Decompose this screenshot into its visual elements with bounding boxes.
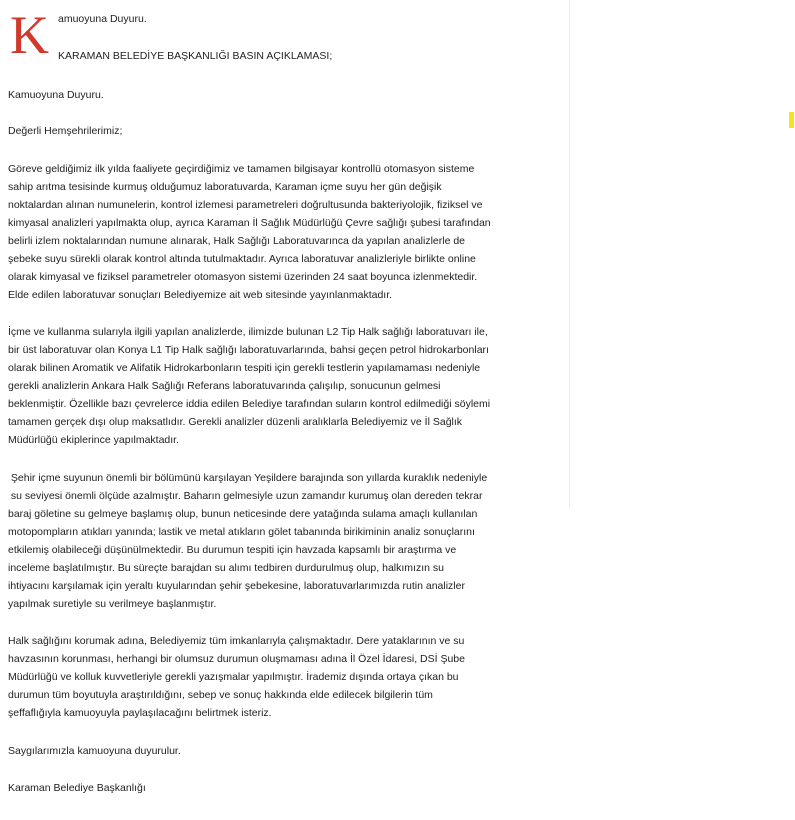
paragraph-line: motopompların atıkları yanında; lastik ve metal atıkların gölet tabanında birikiminin analiz sonuçlarını bbox=[8, 526, 475, 538]
signature: Karaman Belediye Başkanlığı bbox=[8, 782, 146, 794]
sidebar-divider bbox=[569, 0, 570, 508]
paragraph-line: belirli izlem noktalarından numune alınarak, Halk Sağlığı Laboratuvarınca da yapılan analizlerle de bbox=[8, 235, 466, 247]
notice-line: Kamuoyuna Duyuru. bbox=[8, 89, 104, 101]
scroll-indicator bbox=[789, 112, 794, 128]
paragraph-line: kimyasal analizleri yapılmakta olup, ayrıca Karaman İl Sağlık Müdürlüğü Çevre sağlığı şubesi tarafından bbox=[8, 217, 491, 229]
paragraph-line: havzasının korunması, herhangi bir olumsuz durumun oluşmaması adına İl Özel İdaresi, DSİ Şube bbox=[8, 653, 465, 665]
paragraph-line: sahip arıtma tesisinde kurmuş olduğumuz laboratuvarda, Karaman içme suyu her gün değişik bbox=[8, 181, 442, 193]
greeting-line: Değerli Hemşehrilerimiz; bbox=[8, 125, 123, 137]
paragraph-line: şebeke suyu sürekli olarak kontrol altında tutulmaktadır. Ayrıca laboratuvar analizleriyle birlikte online bbox=[8, 253, 476, 265]
paragraph-line: Göreve geldiğimiz ilk yılda faaliyete geçirdiğimiz ve tamamen bilgisayar kontrollü otomasyon sisteme bbox=[8, 163, 475, 175]
header-first-line: amuoyuna Duyuru. bbox=[58, 13, 147, 25]
paragraph-line: durumun tüm boyutuyla araştırıldığını, sebep ve sonuç hakkında elde edilecek bilgilerin tüm bbox=[8, 689, 433, 701]
paragraph-line: baraj göletine su gelmeye başlamış olup, bunun neticesinde dere yatağında sulama amaçlı kullanılan bbox=[8, 508, 478, 520]
closing-regards: Saygılarımızla kamuoyuna duyurulur. bbox=[8, 745, 181, 757]
paragraph-4 bbox=[8, 632, 563, 722]
paragraph-line: inceleme başlatılmıştır. Bu süreçte barajdan su alımı tedbiren durdurulmuş olup, halkımızın su bbox=[8, 562, 444, 574]
paragraph-line: Müdürlüğü ekiplerince yapılmaktadır. bbox=[8, 434, 180, 446]
paragraph-line: Elde edilen laboratuvar sonuçları Belediyemize ait web sitesinde yayınlanmaktadır. bbox=[8, 289, 393, 301]
article bbox=[8, 0, 563, 72]
article-header bbox=[8, 0, 563, 72]
paragraph-2 bbox=[8, 323, 563, 449]
paragraph-line: Şehir içme suyunun önemli bir bölümünü karşılayan Yeşildere barajında son yıllarda kuraklık nedeniyle bbox=[8, 472, 488, 484]
paragraph-line: etkilemiş olabileceği düşünülmektedir. Bu durumun tespiti için havzada kapsamlı bir araştırma ve bbox=[8, 544, 457, 556]
paragraph-line: gerekli analizlerin Ankara Halk Sağlığı Referans laboratuvarında çalışılıp, sonucunun gelmesi bbox=[8, 380, 441, 392]
paragraph-line: ihtiyacını karşılamak için yeraltı kuyularından şehir şebekesine, laboratuvarlarımızda rutin analizler bbox=[8, 580, 465, 592]
paragraph-1 bbox=[8, 160, 563, 304]
paragraph-line: su seviyesi önemli ölçüde azalmıştır. Baharın gelmesiyle uzun zamandır kurumuş olan dereden tekrar bbox=[8, 490, 483, 502]
paragraph-3 bbox=[8, 469, 563, 613]
paragraph-line: olarak kimyasal ve fiziksel parametreler otomasyon sistemi üzerinden 24 saat boyunca izlenmektedir. bbox=[8, 271, 478, 283]
paragraph-line: yapılmak suretiyle su verilmeye başlanmıştır. bbox=[8, 598, 217, 610]
paragraph-line: tamamen gerçek dışı olup maksatlıdır. Gerekli analizler düzenli aralıklarla Belediyemiz ve İl Sağlık bbox=[8, 416, 463, 428]
press-release-title: KARAMAN BELEDİYE BAŞKANLIĞI BASIN AÇIKLAMASI; bbox=[58, 50, 333, 62]
paragraph-line: şeffaflığıyla kamuoyuyla paylaşılacağını belirtmek isteriz. bbox=[8, 707, 272, 719]
paragraph-line: İçme ve kullanma sularıyla ilgili yapılan analizlerde, ilimizde bulunan L2 Tip Halk sağlığı laboratuvarı ile, bbox=[8, 326, 488, 338]
paragraph-line: Müdürlüğü ve kolluk kuvvetleriyle gerekli yazışmalar yapılmıştır. İrademiz dışında ortaya çıkan bu bbox=[8, 671, 459, 683]
paragraph-line: noktalardan alınan numunelerin, kontrol izlemesi parametreleri doğrultusunda bakteriyolojik, fiziksel ve bbox=[8, 199, 483, 211]
paragraph-line: olarak bilinen Aromatik ve Alifatik Hidrokarbonların tespiti için gerekli testlerin yapılamaması nedeniyle bbox=[8, 362, 481, 374]
drop-cap: K bbox=[10, 5, 49, 65]
paragraph-line: beklenmiştir. Özellikle bazı çevrelerce iddia edilen Belediye tarafından suların kontrol edilmediği söylemi bbox=[8, 398, 491, 410]
paragraph-line: bir üst laboratuvar olan Konya L1 Tip Halk sağlığı laboratuvarlarında, bahsi geçen petrol hidrokarbonları bbox=[8, 344, 489, 356]
paragraph-line: Halk sağlığını korumak adına, Belediyemiz tüm imkanlarıyla çalışmaktadır. Dere yataklarının ve su bbox=[8, 635, 465, 647]
